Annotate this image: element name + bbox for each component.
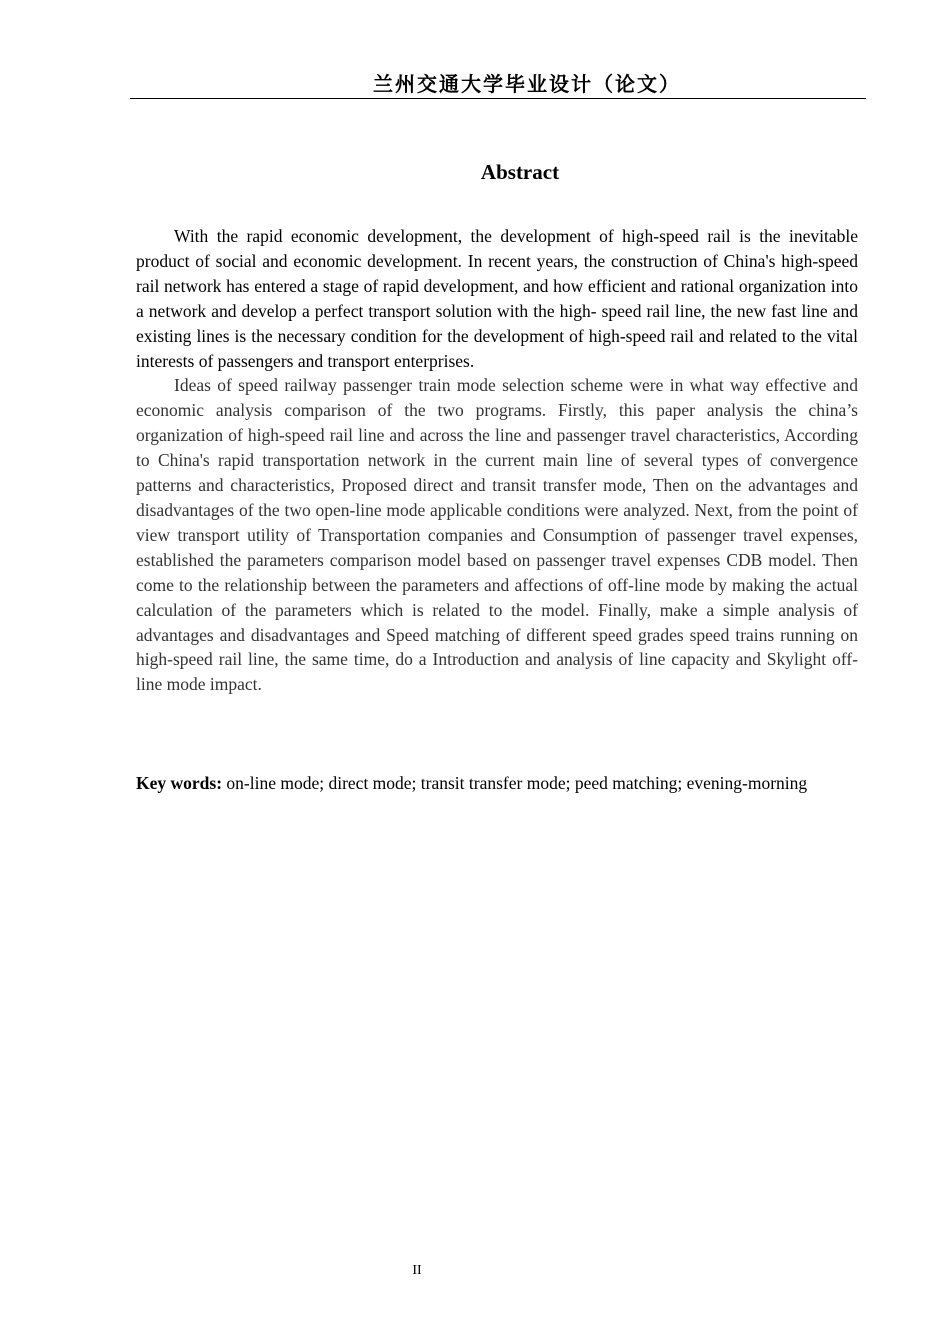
keywords xyxy=(136,771,858,796)
abstract-paragraph-1: With the rapid economic development, the development of high-speed rail is the inevitable product of social and economic development. In recent years, the construction of China's high-speed rail network has entered a stage of rapid development, and how efficient and rational organization into a network and develop a perfect transport solution with the high- speed rail line, the new fast line and existing lines is the necessary condition for the development of high-speed rail and related to the vital interests of passengers and transport enterprises. xyxy=(136,226,858,371)
abstract-body xyxy=(136,224,858,697)
header-title: 兰州交通大学毕业设计（论文） xyxy=(373,72,681,96)
keywords-text: on-line mode; direct mode; transit transfer mode; peed matching; evening-morning xyxy=(222,773,808,793)
page-header xyxy=(130,66,866,99)
abstract-paragraph-2: Ideas of speed railway passenger train mode selection scheme were in what way effective and economic analysis comparison of the two programs. Firstly, this paper analysis the china’s organization of high-speed rail line and across the line and passenger travel characteristics, According to China's rapid transportation network in the current main line of several types of convergence patterns and characteristics, Proposed direct and transit transfer mode, Then on the advantages and disadvantages of the two open-line mode applicable conditions were analyzed. Next, from the point of view transport utility of Transportation companies and Consumption of passenger travel expenses, established the parameters comparison model based on passenger travel expenses CDB model. Then come to the relationship between the parameters and affections of off-line mode by making the actual calculation of the parameters which is related to the model. Finally, make a simple analysis of advantages and disadvantages and Speed matching of different speed grades speed trains running on high-speed rail line, the same time, do a Introduction and analysis of line capacity and Skylight off-line mode impact. xyxy=(136,375,858,695)
abstract-heading: Abstract xyxy=(480,160,560,184)
keywords-label: Key words: xyxy=(136,773,223,793)
page-number: II xyxy=(412,1263,422,1278)
